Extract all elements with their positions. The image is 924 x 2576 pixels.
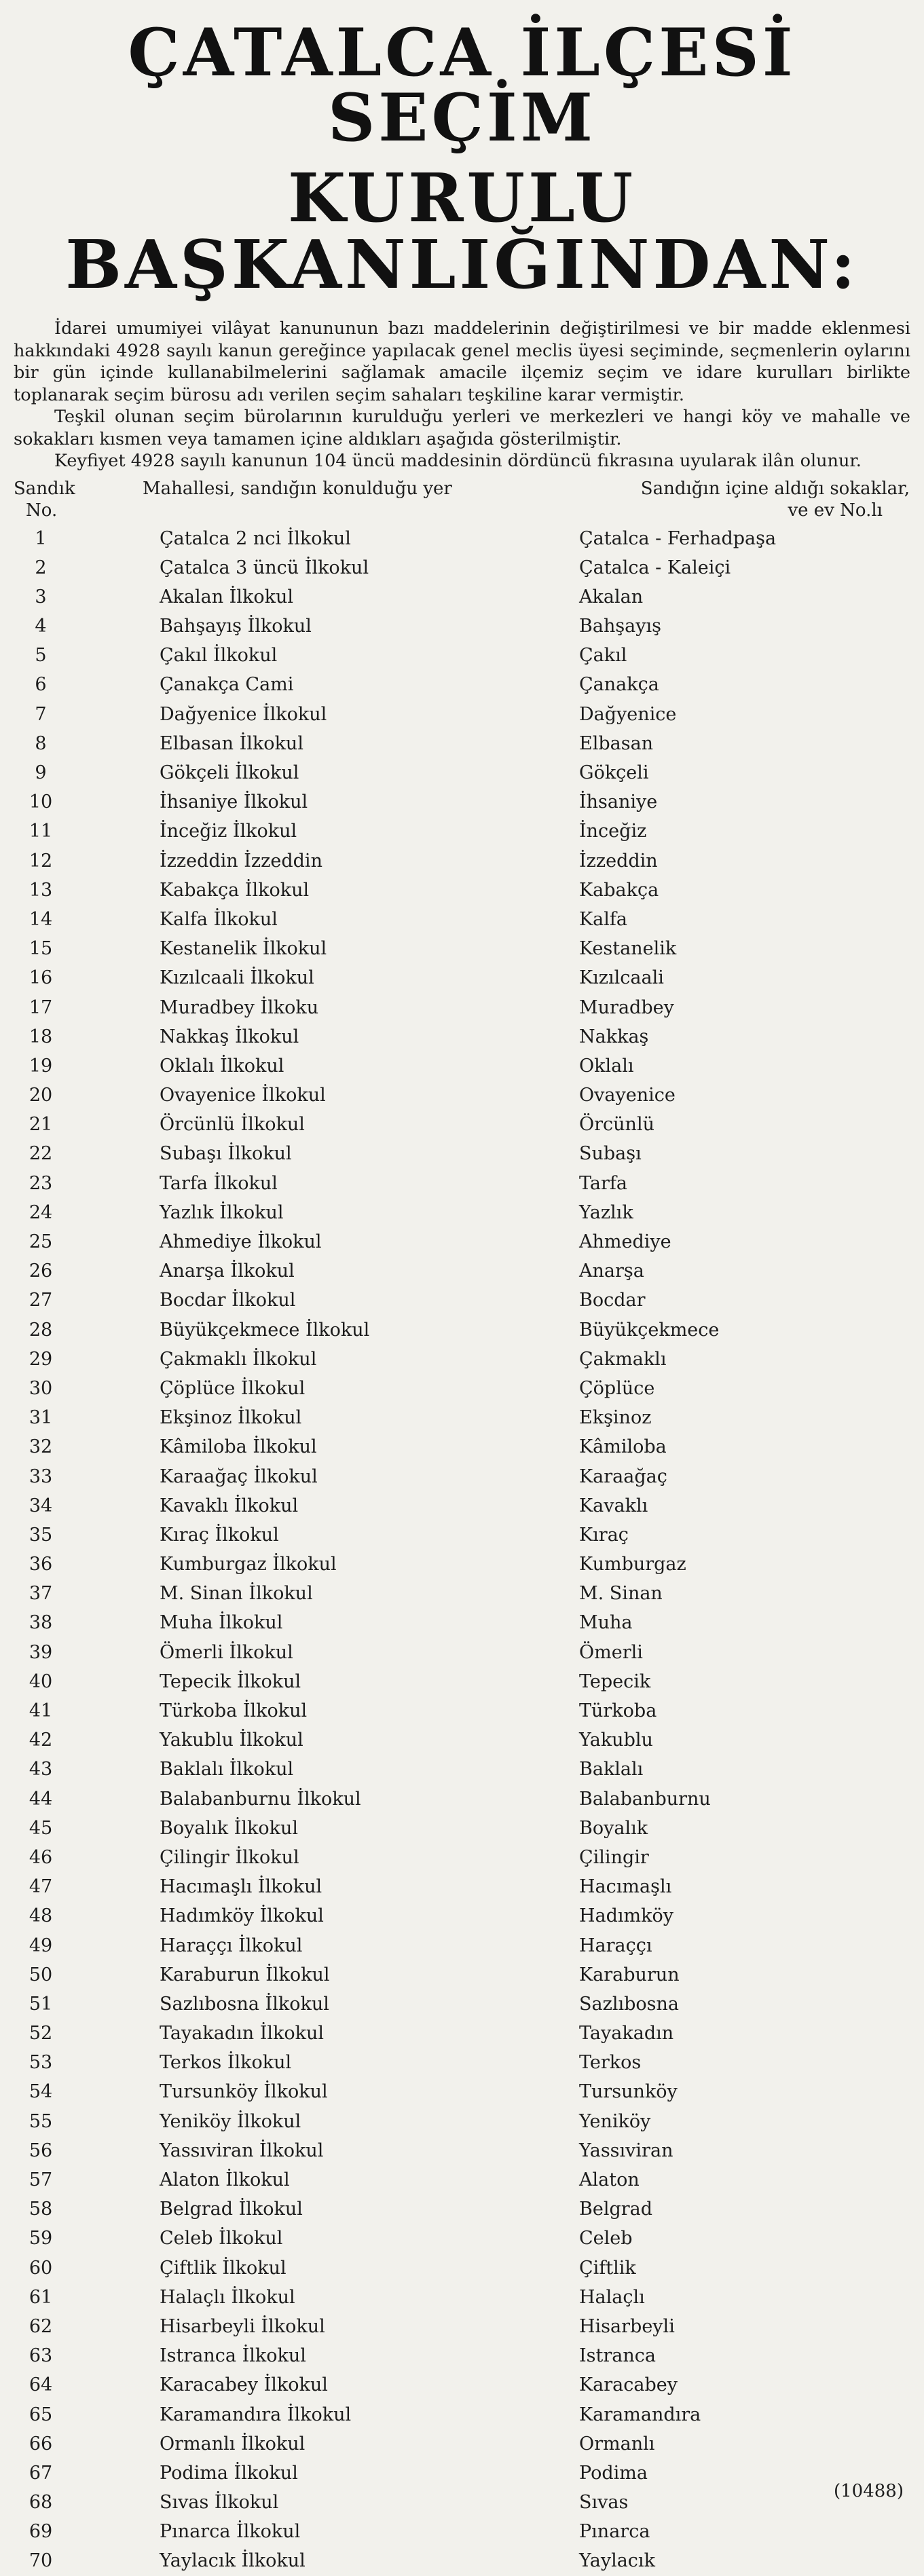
table-row <box>14 670 910 699</box>
paragraph-announcement: Keyfiyet 4928 sayılı kanunun 104 üncü maddesinin dördüncü fıkrasına uyularak ilân olunur. <box>54 451 862 471</box>
row-mahalle: Tepecik İlkokul <box>160 1670 301 1692</box>
row-mahalle: Yakublu İlkokul <box>160 1730 303 1751</box>
row-sokak: Celeb <box>579 2228 633 2250</box>
table-row <box>14 1755 910 1784</box>
table-row <box>14 1579 910 1608</box>
row-mahalle: Kabakça İlkokul <box>160 879 310 901</box>
row-mahalle: Türkoba İlkokul <box>160 1700 308 1721</box>
table-header <box>14 478 910 524</box>
row-mahalle: Tursunköy İlkokul <box>160 2081 328 2103</box>
row-sokak: Balabanburnu <box>579 1788 711 1810</box>
table-row <box>14 2400 910 2429</box>
table-row <box>14 1696 910 1725</box>
row-mahalle: Terkos İlkokul <box>160 2052 292 2074</box>
row-sokak: İnceğiz <box>579 821 647 842</box>
table-row <box>14 1550 910 1579</box>
table-row <box>14 2429 910 2459</box>
row-mahalle: İzzeddin İzzeddin <box>160 850 322 872</box>
row-number: 29 <box>29 1348 53 1370</box>
row-number: 56 <box>29 2140 53 2161</box>
row-sokak: Yassıviran <box>579 2140 673 2161</box>
row-sokak: Karaağaç <box>579 1466 667 1487</box>
table-row <box>14 1520 910 1550</box>
row-sokak: Haraççı <box>579 1935 652 1956</box>
table-row <box>14 934 910 963</box>
column-header-no <box>14 478 88 521</box>
row-sokak: Karamandıra <box>579 2404 701 2425</box>
row-sokak: Tepecik <box>579 1670 651 1692</box>
table-row <box>14 787 910 817</box>
column-header-mahalle: Mahallesi, sandığın konulduğu yer <box>143 478 452 499</box>
row-mahalle: Akalan İlkokul <box>160 586 293 608</box>
row-number: 15 <box>29 938 53 960</box>
row-number: 24 <box>29 1201 53 1223</box>
row-number: 33 <box>29 1466 53 1487</box>
row-mahalle: Çöplüce İlkokul <box>160 1377 306 1399</box>
row-number: 54 <box>29 2081 53 2103</box>
row-number: 57 <box>29 2169 53 2190</box>
table-row <box>14 2165 910 2195</box>
row-sokak: Kestanelik <box>579 938 677 960</box>
table-row <box>14 582 910 612</box>
table-row <box>14 2517 910 2546</box>
row-number: 34 <box>29 1495 53 1516</box>
table-row <box>14 553 910 582</box>
row-number: 11 <box>29 821 53 842</box>
row-number: 45 <box>29 1817 53 1839</box>
row-number: 44 <box>29 1788 53 1810</box>
row-number: 14 <box>29 908 53 930</box>
row-mahalle: Subaşı İlkokul <box>160 1143 292 1165</box>
row-sokak: Hisarbeyli <box>579 2315 675 2337</box>
row-mahalle: Pınarca İlkokul <box>160 2521 301 2543</box>
row-mahalle: Kavaklı İlkokul <box>160 1495 299 1516</box>
row-mahalle: Çakıl İlkokul <box>160 645 278 667</box>
table-row <box>14 905 910 934</box>
row-mahalle: Ömerli İlkokul <box>160 1641 293 1663</box>
row-sokak: Kâmiloba <box>579 1436 667 1458</box>
table-row <box>14 641 910 670</box>
row-sokak: Çatalca - Ferhadpaşa <box>579 527 777 549</box>
row-sokak: Bocdar <box>579 1290 646 1311</box>
row-number: 22 <box>29 1143 53 1165</box>
table-row <box>14 1345 910 1374</box>
row-sokak: Çilingir <box>579 1846 649 1868</box>
row-sokak: Çakıl <box>579 645 627 667</box>
row-sokak: Yazlık <box>579 1201 633 1223</box>
table-row <box>14 612 910 641</box>
row-number: 16 <box>29 967 53 989</box>
row-mahalle: Istranca İlkokul <box>160 2345 306 2367</box>
row-number: 38 <box>29 1612 53 1634</box>
row-mahalle: Karaburun İlkokul <box>160 1964 330 1985</box>
row-mahalle: Sıvas İlkokul <box>160 2492 279 2514</box>
row-sokak: Yeniköy <box>579 2110 651 2132</box>
row-number: 28 <box>29 1319 53 1341</box>
row-sokak: Gökçeli <box>579 762 649 783</box>
row-sokak: Hadımköy <box>579 1905 674 1927</box>
row-number: 68 <box>29 2492 53 2514</box>
row-mahalle: Hisarbeyli İlkokul <box>160 2315 325 2337</box>
table-row <box>14 1051 910 1081</box>
table-row <box>14 2048 910 2077</box>
row-number: 12 <box>29 850 53 872</box>
table-row <box>14 2370 910 2400</box>
row-mahalle: Bocdar İlkokul <box>160 1290 296 1311</box>
row-mahalle: Belgrad İlkokul <box>160 2199 303 2220</box>
table-row <box>14 2019 910 2048</box>
table-row <box>14 2077 910 2106</box>
row-number: 7 <box>35 703 47 725</box>
table-row <box>14 729 910 758</box>
row-sokak: Karacabey <box>579 2374 678 2396</box>
row-mahalle: Yazlık İlkokul <box>160 1201 284 1223</box>
row-sokak: Muha <box>579 1612 633 1634</box>
column-header-no-label: Sandık <box>14 478 75 499</box>
table-row <box>14 963 910 992</box>
row-mahalle: Hacımaşlı İlkokul <box>160 1876 322 1898</box>
row-mahalle: Yaylacık İlkokul <box>160 2550 306 2572</box>
row-mahalle: Yeniköy İlkokul <box>160 2110 301 2132</box>
row-number: 31 <box>29 1407 53 1429</box>
title-line-2: KURULU BAŞKANLIĞINDAN: <box>65 160 859 304</box>
row-sokak: Alaton <box>579 2169 640 2190</box>
row-mahalle: Dağyenice İlkokul <box>160 703 327 725</box>
row-sokak: Kabakça <box>579 879 659 901</box>
table-row <box>14 2312 910 2341</box>
table-row <box>14 1432 910 1461</box>
row-mahalle: Kızılcaali İlkokul <box>160 967 314 989</box>
table-row <box>14 1462 910 1491</box>
row-mahalle: Sazlıbosna İlkokul <box>160 1993 329 2015</box>
row-sokak: Tursunköy <box>579 2081 678 2103</box>
table-row <box>14 1491 910 1520</box>
table-row <box>14 1403 910 1432</box>
row-number: 37 <box>29 1583 53 1605</box>
row-number: 26 <box>29 1261 53 1282</box>
row-mahalle: Karaağaç İlkokul <box>160 1466 318 1487</box>
table-row <box>14 2136 910 2165</box>
row-sokak: Terkos <box>579 2052 642 2074</box>
row-number: 52 <box>29 2023 53 2045</box>
row-number: 9 <box>35 762 47 783</box>
row-mahalle: İhsaniye İlkokul <box>160 791 308 813</box>
row-sokak: Çiftlik <box>579 2257 636 2279</box>
row-number: 55 <box>29 2110 53 2132</box>
row-sokak: Ömerli <box>579 1641 643 1663</box>
table-row <box>14 1374 910 1403</box>
row-mahalle: Elbasan İlkokul <box>160 732 303 754</box>
notice-code: (10488) <box>834 2481 904 2501</box>
row-mahalle: Ormanlı İlkokul <box>160 2433 306 2454</box>
title-line-1: ÇATALCA İLÇESİ SEÇİM <box>128 14 796 156</box>
row-sokak: Tayakadın <box>579 2023 674 2045</box>
row-sokak: Büyükçekmece <box>579 1319 720 1341</box>
row-sokak: Ormanlı <box>579 2433 655 2454</box>
table-row <box>14 1638 910 1667</box>
row-number: 70 <box>29 2550 53 2572</box>
row-mahalle: Çanakça Cami <box>160 674 294 696</box>
table-row <box>14 1256 910 1286</box>
row-sokak: Çatalca - Kaleiçi <box>579 557 731 578</box>
row-number: 1 <box>35 527 47 549</box>
row-sokak: M. Sinan <box>579 1583 663 1605</box>
table-row <box>14 1667 910 1696</box>
row-mahalle: Kalfa İlkokul <box>160 908 278 930</box>
row-number: 21 <box>29 1114 53 1136</box>
row-mahalle: Karamandıra İlkokul <box>160 2404 352 2425</box>
row-number: 39 <box>29 1641 53 1663</box>
table-row <box>14 1110 910 1139</box>
table-row <box>14 1931 910 1960</box>
row-sokak: Çakmaklı <box>579 1348 667 1370</box>
row-mahalle: Oklalı İlkokul <box>160 1055 284 1077</box>
row-number: 64 <box>29 2374 53 2396</box>
row-number: 65 <box>29 2404 53 2425</box>
table-row <box>14 1169 910 1198</box>
table-row <box>14 2341 910 2370</box>
row-mahalle: Muha İlkokul <box>160 1612 283 1634</box>
row-mahalle: Kâmiloba İlkokul <box>160 1436 317 1458</box>
row-sokak: Kalfa <box>579 908 627 930</box>
row-sokak: Hacımaşlı <box>579 1876 672 1898</box>
row-sokak: Çöplüce <box>579 1377 655 1399</box>
row-mahalle: Çiftlik İlkokul <box>160 2257 287 2279</box>
row-mahalle: Podima İlkokul <box>160 2462 298 2484</box>
table-row <box>14 2283 910 2312</box>
row-number: 61 <box>29 2286 53 2308</box>
table-row <box>14 2195 910 2224</box>
table-row <box>14 817 910 846</box>
row-number: 46 <box>29 1846 53 1868</box>
table-row <box>14 1286 910 1315</box>
table-row <box>14 700 910 729</box>
table-row <box>14 1785 910 1814</box>
table-row <box>14 1814 910 1843</box>
table-row <box>14 1022 910 1051</box>
table-row <box>14 758 910 787</box>
row-mahalle: Tarfa İlkokul <box>160 1172 278 1194</box>
row-sokak: Karaburun <box>579 1964 680 1985</box>
row-number: 17 <box>29 996 53 1018</box>
row-mahalle: Haraççı İlkokul <box>160 1935 303 1956</box>
row-number: 60 <box>29 2257 53 2279</box>
row-mahalle: Ahmediye İlkokul <box>160 1231 322 1252</box>
row-mahalle: Ovayenice İlkokul <box>160 1085 326 1106</box>
table-row <box>14 1843 910 1872</box>
row-sokak: Yakublu <box>579 1730 653 1751</box>
row-sokak: Kızılcaali <box>579 967 664 989</box>
row-number: 40 <box>29 1670 53 1692</box>
table-row <box>14 524 910 553</box>
column-header-no-sub: No. <box>26 500 58 521</box>
table-row <box>14 876 910 905</box>
row-mahalle: Baklalı İlkokul <box>160 1759 294 1780</box>
row-sokak: Elbasan <box>579 732 654 754</box>
row-mahalle: Celeb İlkokul <box>160 2228 283 2250</box>
table-row <box>14 2488 910 2517</box>
row-sokak: İhsaniye <box>579 791 658 813</box>
table-row <box>14 1081 910 1110</box>
row-number: 69 <box>29 2521 53 2543</box>
row-mahalle: Çatalca 2 nci İlkokul <box>160 527 351 549</box>
row-number: 58 <box>29 2199 53 2220</box>
row-mahalle: Ekşinoz İlkokul <box>160 1407 302 1429</box>
row-number: 3 <box>35 586 47 608</box>
row-sokak: Boyalık <box>579 1817 648 1839</box>
row-sokak: Sazlıbosna <box>579 1993 679 2015</box>
table-row <box>14 1960 910 1990</box>
row-number: 53 <box>29 2052 53 2074</box>
row-number: 51 <box>29 1993 53 2015</box>
row-number: 18 <box>29 1026 53 1047</box>
row-mahalle: Kıraç İlkokul <box>160 1524 279 1546</box>
row-number: 59 <box>29 2228 53 2250</box>
table-row <box>14 2254 910 2283</box>
row-sokak: Akalan <box>579 586 644 608</box>
row-mahalle: Boyalık İlkokul <box>160 1817 298 1839</box>
row-sokak: Bahşayış <box>579 616 662 637</box>
row-mahalle: Balabanburnu İlkokul <box>160 1788 361 1810</box>
paragraph-intro: İdarei umumiyei vilâyat kanununun bazı maddelerinin değiştirilmesi ve bir madde eklenmesi hakkındaki 4928 sayılı kanun gereğince yapılacak genel meclis üyesi seçiminde, seçmenlerin oylarını bir gün içinde kullanabilmelerini sağlamak amacile ilçemiz seçim ve idare kurulları birlikte toplanarak seçim bürosu adı verilen seçim sahaları teşkiline karar vermiştir. <box>14 318 910 405</box>
row-mahalle: Tayakadın İlkokul <box>160 2023 325 2045</box>
row-sokak: Halaçlı <box>579 2286 645 2308</box>
table-row <box>14 846 910 876</box>
row-sokak: Kumburgaz <box>579 1554 686 1575</box>
row-mahalle: Anarşa İlkokul <box>160 1261 295 1282</box>
row-number: 35 <box>29 1524 53 1546</box>
row-number: 32 <box>29 1436 53 1458</box>
row-number: 4 <box>35 616 47 637</box>
table-row <box>14 2546 910 2575</box>
row-number: 23 <box>29 1172 53 1194</box>
row-number: 5 <box>35 645 47 667</box>
column-header-sokak <box>570 478 910 521</box>
row-number: 66 <box>29 2433 53 2454</box>
table-row <box>14 1139 910 1168</box>
row-number: 2 <box>35 557 47 578</box>
row-sokak: Podima <box>579 2462 648 2484</box>
row-number: 50 <box>29 1964 53 1985</box>
row-mahalle: Örcünlü İlkokul <box>160 1114 305 1136</box>
row-sokak: Sıvas <box>579 2492 629 2514</box>
row-sokak: Ovayenice <box>579 1085 676 1106</box>
row-number: 20 <box>29 1085 53 1106</box>
row-mahalle: Karacabey İlkokul <box>160 2374 328 2396</box>
table-row <box>14 1901 910 1930</box>
row-mahalle: Kestanelik İlkokul <box>160 938 327 960</box>
row-mahalle: İnceğiz İlkokul <box>160 821 297 842</box>
row-number: 62 <box>29 2315 53 2337</box>
row-number: 13 <box>29 879 53 901</box>
row-sokak: Subaşı <box>579 1143 642 1165</box>
row-sokak: Baklalı <box>579 1759 644 1780</box>
row-sokak: Belgrad <box>579 2199 653 2220</box>
table-row <box>14 2224 910 2253</box>
row-number: 49 <box>29 1935 53 1956</box>
row-mahalle: Halaçlı İlkokul <box>160 2286 295 2308</box>
row-mahalle: Çakmaklı İlkokul <box>160 1348 317 1370</box>
paragraph-bureaus: Teşkil olunan seçim bürolarının kurulduğu yerleri ve merkezleri ve hangi köy ve mahalle ve sokakları kısmen veya tamamen içine aldıkları aşağıda gösterilmiştir. <box>14 407 910 449</box>
column-header-sokak-sub: ve ev No.lı <box>788 500 883 521</box>
table-row <box>14 1198 910 1227</box>
row-mahalle: Nakkaş İlkokul <box>160 1026 299 1047</box>
row-number: 10 <box>29 791 53 813</box>
row-mahalle: Çilingir İlkokul <box>160 1846 299 1868</box>
row-sokak: Örcünlü <box>579 1114 654 1136</box>
row-mahalle: Alaton İlkokul <box>160 2169 290 2190</box>
row-sokak: Nakkaş <box>579 1026 649 1047</box>
row-sokak: Türkoba <box>579 1700 657 1721</box>
row-sokak: İzzeddin <box>579 850 658 872</box>
row-sokak: Yaylacık <box>579 2550 655 2572</box>
table-row <box>14 1315 910 1345</box>
row-sokak: Anarşa <box>579 1261 644 1282</box>
table-row <box>14 1990 910 2019</box>
row-sokak: Kıraç <box>579 1524 629 1546</box>
ballot-box-list <box>14 524 910 2576</box>
row-number: 67 <box>29 2462 53 2484</box>
row-mahalle: Gökçeli İlkokul <box>160 762 299 783</box>
row-mahalle: Çatalca 3 üncü İlkokul <box>160 557 369 578</box>
table-row <box>14 2107 910 2136</box>
table-row <box>14 1227 910 1256</box>
row-sokak: Tarfa <box>579 1172 628 1194</box>
row-number: 48 <box>29 1905 53 1927</box>
row-number: 47 <box>29 1876 53 1898</box>
row-mahalle: M. Sinan İlkokul <box>160 1583 313 1605</box>
row-sokak: Oklalı <box>579 1055 634 1077</box>
table-row <box>14 1872 910 1901</box>
row-mahalle: Büyükçekmece İlkokul <box>160 1319 370 1341</box>
row-number: 6 <box>35 674 47 696</box>
row-mahalle: Hadımköy İlkokul <box>160 1905 324 1927</box>
row-number: 43 <box>29 1759 53 1780</box>
table-row <box>14 1725 910 1755</box>
row-sokak: Ahmediye <box>579 1231 671 1252</box>
row-sokak: Dağyenice <box>579 703 677 725</box>
row-sokak: Muradbey <box>579 996 674 1018</box>
row-mahalle: Kumburgaz İlkokul <box>160 1554 337 1575</box>
row-number: 63 <box>29 2345 53 2367</box>
column-header-sokak-label: Sandığın içine aldığı sokaklar, <box>640 478 910 499</box>
row-number: 27 <box>29 1290 53 1311</box>
row-number: 19 <box>29 1055 53 1077</box>
table-row <box>14 1608 910 1637</box>
row-sokak: Ekşinoz <box>579 1407 652 1429</box>
row-number: 25 <box>29 1231 53 1252</box>
row-number: 30 <box>29 1377 53 1399</box>
row-sokak: Pınarca <box>579 2521 650 2543</box>
row-number: 41 <box>29 1700 53 1721</box>
row-sokak: Çanakça <box>579 674 659 696</box>
table-row <box>14 993 910 1022</box>
row-mahalle: Bahşayış İlkokul <box>160 616 312 637</box>
row-mahalle: Yassıviran İlkokul <box>160 2140 324 2161</box>
row-number: 8 <box>35 732 47 754</box>
row-number: 42 <box>29 1730 53 1751</box>
row-sokak: Istranca <box>579 2345 656 2367</box>
table-row <box>14 2459 910 2488</box>
row-sokak: Kavaklı <box>579 1495 648 1516</box>
row-number: 36 <box>29 1554 53 1575</box>
row-mahalle: Muradbey İlkoku <box>160 996 319 1018</box>
